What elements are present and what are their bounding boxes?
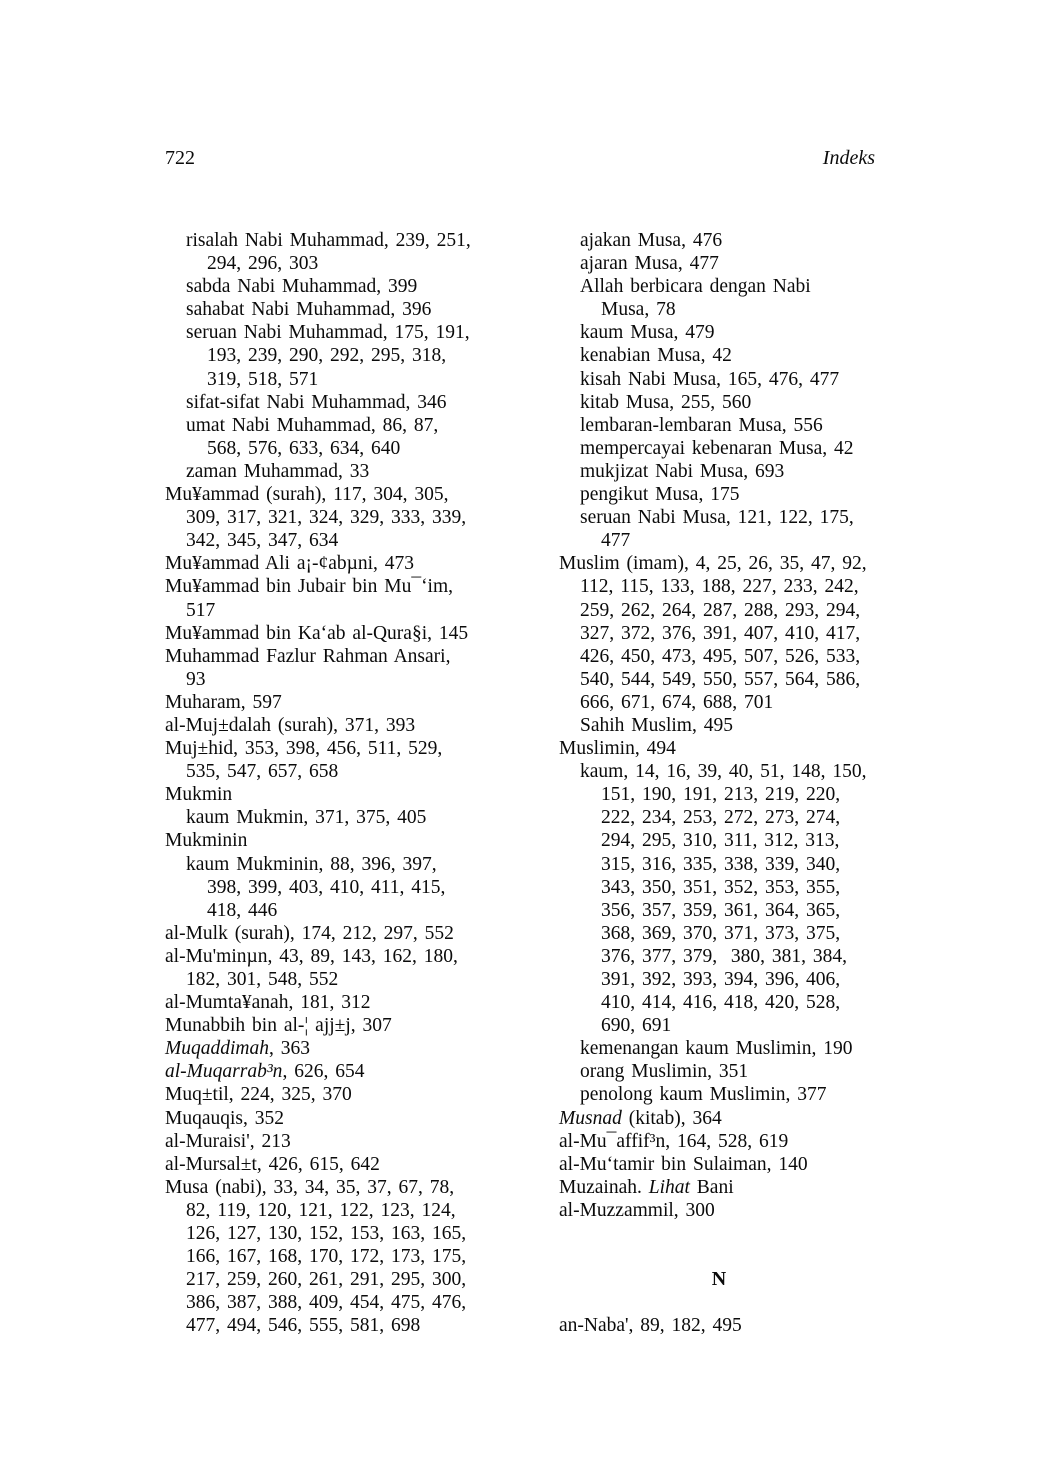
index-line: [165, 344, 521, 367]
index-line-italic-text: al-Muqarrab³n: [165, 1061, 283, 1083]
index-line: [559, 552, 919, 575]
index-line-text: Muslim (imam), 4, 25, 26, 35, 47, 92,: [559, 553, 867, 575]
index-line-text: kaum Mukmin, 371, 375, 405: [186, 807, 427, 829]
index-line-text: 112, 115, 133, 188, 227, 233, 242,: [580, 576, 859, 598]
index-line: [559, 414, 919, 437]
index-line: [559, 575, 919, 598]
index-line-text: 294, 295, 310, 311, 312, 313,: [601, 830, 840, 852]
index-line-text: Muqauqis, 352: [165, 1107, 284, 1129]
index-line-text: orang Muslimin, 351: [580, 1061, 749, 1083]
index-line: [165, 876, 521, 899]
index-line-text: 666, 671, 674, 688, 701: [580, 691, 774, 713]
index-line: [165, 1037, 521, 1060]
index-line-text: 517: [186, 599, 216, 621]
index-line: [559, 229, 919, 252]
index-line-text: 391, 392, 393, 394, 396, 406,: [601, 969, 841, 990]
index-line-text: al-Mumta¥anah, 181, 312: [165, 992, 371, 1014]
index-line: [165, 1199, 521, 1222]
index-line: [165, 1014, 521, 1037]
index-line: [165, 1222, 521, 1245]
index-line: [165, 645, 521, 668]
index-line-text: sabda Nabi Muhammad, 399: [186, 276, 418, 298]
index-line: [165, 991, 521, 1014]
index-line: [559, 991, 919, 1014]
index-line: [559, 460, 919, 483]
index-line-text: 410, 414, 416, 418, 420, 528,: [601, 992, 841, 1014]
index-line-text: kemenangan kaum Muslimin, 190: [580, 1038, 853, 1060]
index-line: [559, 829, 919, 852]
index-line-text: 418, 446: [207, 899, 278, 921]
index-line-text: 294, 296, 303: [207, 253, 319, 275]
index-line-text: kenabian Musa, 42: [580, 345, 732, 367]
index-line-text: Muharam, 597: [165, 691, 282, 713]
index-line-text: , 363: [269, 1038, 310, 1060]
index-line-text: al-Mu¯affif³n, 164, 528, 619: [559, 1130, 789, 1152]
index-line: [559, 1130, 919, 1153]
running-header: [165, 146, 875, 170]
index-line-text: 342, 345, 347, 634: [186, 530, 339, 552]
index-line-text: kisah Nabi Musa, 165, 476, 477: [580, 368, 840, 390]
index-line-text: Mukminin: [165, 830, 248, 852]
index-line-text: zaman Muhammad, 33: [186, 460, 370, 482]
index-line: [165, 506, 521, 529]
index-line-text: penolong kaum Muslimin, 377: [580, 1084, 827, 1106]
index-line: [559, 483, 919, 506]
index-line-text: mukjizat Nabi Musa, 693: [580, 460, 785, 482]
index-line: [559, 1107, 919, 1130]
index-line-text: Bani: [689, 1176, 734, 1198]
index-line-italic-text: Lihat: [648, 1176, 690, 1198]
index-line-text: mempercayai kebenaran Musa, 42: [580, 437, 854, 459]
index-line-text: 315, 316, 335, 338, 339, 340,: [601, 853, 841, 875]
index-line-text: 217, 259, 260, 261, 291, 295, 300,: [186, 1269, 467, 1291]
index-line: [165, 275, 521, 298]
index-line: [559, 737, 919, 760]
index-line-text: al-Mu'minµn, 43, 89, 143, 162, 180,: [165, 945, 458, 967]
right-column: [559, 229, 919, 1338]
index-line-text: sahabat Nabi Muhammad, 396: [186, 299, 432, 321]
index-line: [165, 229, 521, 252]
index-line-text: 309, 317, 321, 324, 329, 333, 339,: [186, 507, 467, 529]
index-line: [165, 829, 521, 852]
index-line: [165, 599, 521, 622]
index-line-text: 376, 377, 379, 380, 381, 384,: [601, 945, 847, 967]
index-line: [165, 529, 521, 552]
index-line: [165, 437, 521, 460]
index-line: [559, 622, 919, 645]
index-line-text: 477: [601, 530, 631, 552]
index-line: [559, 760, 919, 783]
index-line-text: 368, 369, 370, 371, 373, 375,: [601, 922, 841, 944]
index-line-italic-text: Musnad: [559, 1107, 622, 1129]
index-line: [559, 1083, 919, 1106]
index-line-text: ajakan Musa, 476: [580, 230, 723, 251]
index-line: [559, 437, 919, 460]
index-line: [165, 575, 521, 598]
index-line-italic-text: Muqaddimah: [165, 1038, 269, 1060]
index-line-text: lembaran-lembaran Musa, 556: [580, 414, 823, 436]
index-line: [165, 806, 521, 829]
index-line-text: 222, 234, 253, 272, 273, 274,: [601, 807, 841, 829]
index-line: [559, 529, 919, 552]
index-line-text: al-Muj±dalah (surah), 371, 393: [165, 714, 416, 736]
index-line: [165, 414, 521, 437]
index-line-text: 182, 301, 548, 552: [186, 969, 339, 990]
index-line-text: Munabbih bin al-¦ ajj±j, 307: [165, 1015, 392, 1037]
index-line-text: al-Muraisi', 213: [165, 1130, 291, 1152]
index-line-text: Muj±hid, 353, 398, 456, 511, 529,: [165, 738, 443, 760]
index-line: [165, 1153, 521, 1176]
index-line: [165, 760, 521, 783]
index-line: [559, 1037, 919, 1060]
index-line: [559, 783, 919, 806]
index-line-text: (kitab), 364: [621, 1107, 722, 1129]
index-line-text: Sahih Muslim, 495: [580, 714, 733, 736]
index-line: [559, 321, 919, 344]
blank-line: [559, 1245, 919, 1268]
index-line-text: Musa, 78: [601, 299, 676, 321]
index-line-text: 535, 547, 657, 658: [186, 761, 339, 783]
index-line: [165, 391, 521, 414]
index-line: [165, 1083, 521, 1106]
index-line-text: kaum Mukminin, 88, 396, 397,: [186, 853, 437, 875]
index-line: [559, 691, 919, 714]
index-line-text: seruan Nabi Muhammad, 175, 191,: [186, 322, 470, 344]
index-line: [559, 645, 919, 668]
index-line: [559, 1060, 919, 1083]
index-line: [165, 1176, 521, 1199]
index-line-text: Mukmin: [165, 784, 233, 806]
index-line: [559, 899, 919, 922]
index-line-text: al-Muzzammil, 300: [559, 1199, 715, 1221]
index-line: [559, 853, 919, 876]
index-line: [559, 391, 919, 414]
index-line: [165, 552, 521, 575]
index-line: [165, 922, 521, 945]
index-line-text: 398, 399, 403, 410, 411, 415,: [207, 876, 446, 898]
index-line-text: Muslimin, 494: [559, 738, 676, 760]
index-line: [165, 1130, 521, 1153]
index-line: [559, 1153, 919, 1176]
index-line-text: 259, 262, 264, 287, 288, 293, 294,: [580, 599, 861, 621]
index-line-text: pengikut Musa, 175: [580, 484, 740, 506]
index-line: [165, 1107, 521, 1130]
index-line-text: Muzainah.: [559, 1176, 649, 1198]
index-line-text: 327, 372, 376, 391, 407, 410, 417,: [580, 622, 861, 644]
index-line-text: Mu¥ammad (surah), 117, 304, 305,: [165, 484, 449, 506]
page-number: 722: [165, 147, 195, 169]
index-line-text: Allah berbicara dengan Nabi: [580, 276, 811, 298]
index-line: [559, 1199, 919, 1222]
index-line: [165, 1245, 521, 1268]
index-line-text: al-Mu‘tamir bin Sulaiman, 140: [559, 1153, 808, 1175]
blank-line: [559, 1291, 919, 1314]
index-line: [165, 460, 521, 483]
index-line: [559, 1176, 919, 1199]
index-line-text: 151, 190, 191, 213, 219, 220,: [601, 784, 841, 806]
index-line-text: al-Mursal±t, 426, 615, 642: [165, 1153, 380, 1175]
index-line: [165, 668, 521, 691]
index-line-text: 540, 544, 549, 550, 557, 564, 586,: [580, 668, 861, 690]
index-line-text: an-Naba', 89, 182, 495: [559, 1315, 742, 1337]
index-line-text: 343, 350, 351, 352, 353, 355,: [601, 876, 841, 898]
index-line: [165, 298, 521, 321]
index-line: [559, 668, 919, 691]
index-line-text: umat Nabi Muhammad, 86, 87,: [186, 414, 439, 436]
index-line-text: risalah Nabi Muhammad, 239, 251,: [186, 230, 471, 251]
index-line-text: Mu¥ammad bin Ka‘ab al-Qura§i, 145: [165, 622, 469, 644]
running-title: Indeks: [822, 147, 875, 169]
index-line: [559, 275, 919, 298]
index-line-text: Muhammad Fazlur Rahman Ansari,: [165, 645, 451, 667]
index-line: [559, 1014, 919, 1037]
index-line: [165, 368, 521, 391]
index-line: [559, 876, 919, 899]
index-line-text: Muq±til, 224, 325, 370: [165, 1084, 352, 1106]
index-line: [165, 899, 521, 922]
index-line-text: 477, 494, 546, 555, 581, 698: [186, 1315, 421, 1337]
index-line-text: Mu¥ammad Ali a¡-¢abµni, 473: [165, 553, 415, 575]
index-line: [165, 691, 521, 714]
index-line-text: 193, 239, 290, 292, 295, 318,: [207, 345, 447, 367]
index-line-text: Mu¥ammad bin Jubair bin Mu¯‘im,: [165, 576, 454, 598]
index-line: [559, 922, 919, 945]
index-line: [165, 1291, 521, 1314]
index-line: [165, 252, 521, 275]
index-line: [165, 1060, 521, 1083]
index-line: [165, 853, 521, 876]
index-line-text: 426, 450, 473, 495, 507, 526, 533,: [580, 645, 861, 667]
index-line: [165, 1314, 521, 1337]
index-line: [559, 298, 919, 321]
index-line: [559, 968, 919, 991]
index-line: [165, 783, 521, 806]
blank-line: [559, 1222, 919, 1245]
index-line: [165, 321, 521, 344]
index-line-text: kaum Musa, 479: [580, 322, 715, 344]
index-line-text: ajaran Musa, 477: [580, 253, 719, 275]
index-line: [165, 968, 521, 991]
index-line-text: 93: [186, 668, 206, 690]
index-line: [559, 368, 919, 391]
index-line-text: 356, 357, 359, 361, 364, 365,: [601, 899, 841, 921]
index-line-text: seruan Nabi Musa, 121, 122, 175,: [580, 507, 854, 529]
index-line: [559, 806, 919, 829]
index-line-text: sifat-sifat Nabi Muhammad, 346: [186, 391, 447, 413]
index-line-text: kaum, 14, 16, 39, 40, 51, 148, 150,: [580, 761, 867, 783]
index-line: [559, 1314, 919, 1337]
index-line: [165, 622, 521, 645]
index-line: [165, 945, 521, 968]
index-line: [165, 1268, 521, 1291]
index-line-text: 126, 127, 130, 152, 153, 163, 165,: [186, 1223, 467, 1245]
index-line: [559, 945, 919, 968]
section-heading: N: [711, 1268, 727, 1291]
index-line: [559, 344, 919, 367]
index-line-text: 319, 518, 571: [207, 368, 319, 390]
index-line-text: 568, 576, 633, 634, 640: [207, 437, 401, 459]
index-line-text: 82, 119, 120, 121, 122, 123, 124,: [186, 1199, 456, 1221]
left-column: [165, 229, 521, 1338]
index-line: [559, 714, 919, 737]
index-line-text: al-Mulk (surah), 174, 212, 297, 552: [165, 922, 454, 944]
index-line: [559, 506, 919, 529]
index-line-text: Musa (nabi), 33, 34, 35, 37, 67, 78,: [165, 1176, 455, 1198]
index-line-text: kitab Musa, 255, 560: [580, 391, 752, 413]
index-line: [559, 599, 919, 622]
index-line-text: , 626, 654: [282, 1061, 365, 1083]
index-line: [165, 737, 521, 760]
index-line: [165, 714, 521, 737]
index-line-text: 166, 167, 168, 170, 172, 173, 175,: [186, 1246, 467, 1268]
index-line: [165, 483, 521, 506]
index-line-text: 386, 387, 388, 409, 454, 475, 476,: [186, 1292, 467, 1314]
index-line: [559, 252, 919, 275]
index-line-text: 690, 691: [601, 1015, 672, 1037]
